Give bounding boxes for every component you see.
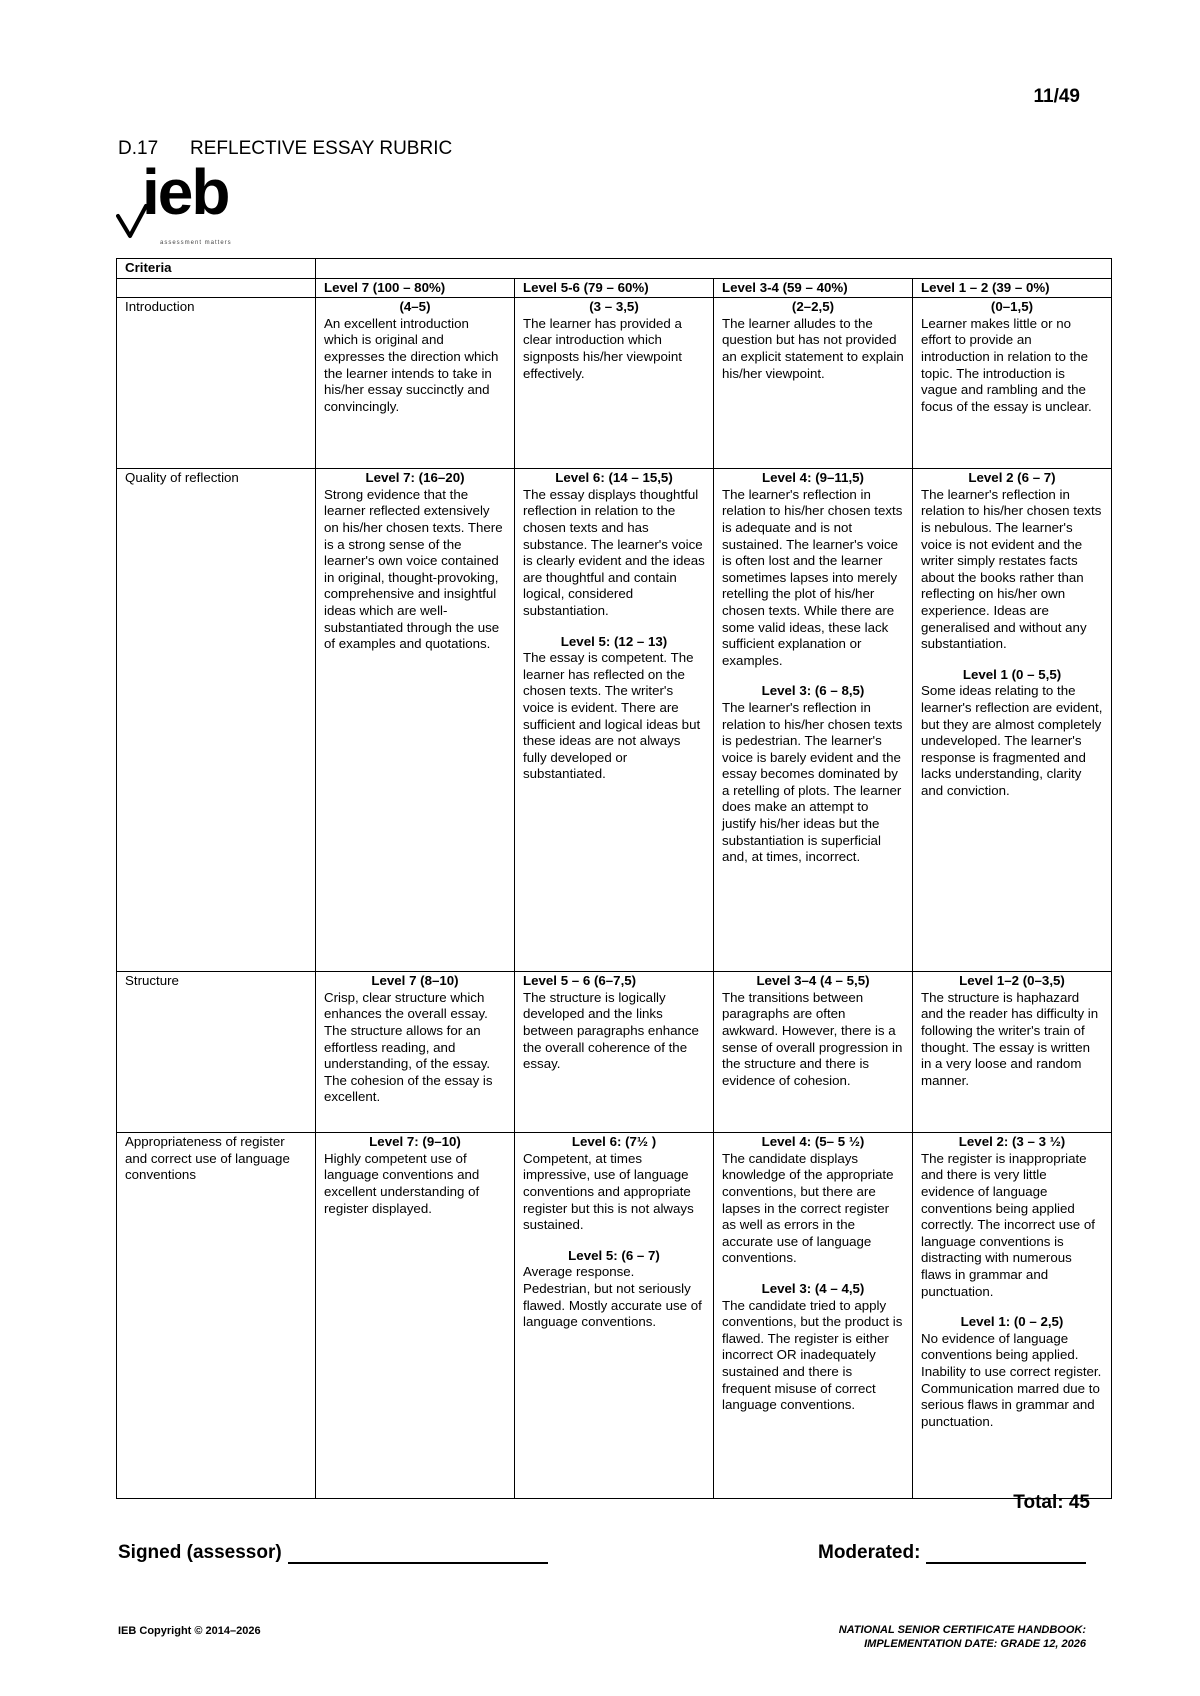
page-number: 11/49 [1033,86,1080,107]
descriptor: An excellent introduction which is original and expresses the direction which the learner intends to take in his/her essay succinctly and convincingly. [324,315,499,414]
descriptor: Learner makes little or no effort to provide an introduction in relation to the topic. The introduction is vague and rambling and the focus of the essay is unclear. [921,315,1092,414]
copyright-footer: IEB Copyright © 2014–2026 [118,1625,261,1637]
level-range: (4–5) [399,299,431,315]
descriptor: The candidate tried to apply conventions, but the product is flawed. The register is either incorrect OR inadequately sustained and there is frequent misuse of correct language conventions. [722,1297,903,1413]
level-range: Level 1 (0 – 5,5) [962,666,1062,682]
level-range: Level 3–4 (4 – 5,5) [756,973,870,989]
descriptor: Some ideas relating to the learner's reflection are evident, but they are almost completely undeveloped. The learner's response is fragmented and lacks understanding, clarity and conviction. [921,683,1103,798]
level-range: Level 5 – 6 (6–7,5) [523,973,637,989]
table-row-structure [117,972,1112,1133]
criterion-label: Appropriateness of register and correct use of language conventions [117,1133,316,1499]
descriptor: The learner's reflection in relation to his/her chosen texts is nebulous. The learner's voice is not evident and the writer simply restates facts about the books rather than reflecting on his/her own experience. Ideas are generalised and without any substantiation. [921,486,1102,652]
checkmark-icon [116,202,156,242]
rubric-cell [913,298,1112,469]
blank-header-cell [316,259,1112,279]
blank-criteria-cell [117,278,316,298]
criterion-label: Structure [117,972,316,1133]
signed-label: Signed (assessor) [118,1542,282,1563]
descriptor: The essay is competent. The learner has reflected on the chosen texts. The writer's voice is evident. There are sufficient and logical ideas but these ideas are not always fully developed or substantiated. [523,650,701,782]
level-range: Level 3: (6 – 8,5) [761,683,865,699]
level-range: Level 7: (16–20) [365,470,465,486]
logo-lettering: ieb [142,156,229,228]
signature-line[interactable] [288,1542,548,1564]
section-title: REFLECTIVE ESSAY RUBRIC [190,138,453,159]
level-range: Level 5: (6 – 7) [568,1247,660,1263]
level-range: (3 – 3,5) [589,299,639,315]
level-range: Level 2: (3 – 3 ½) [958,1134,1066,1150]
level-range: Level 7 (8–10) [371,973,459,989]
descriptor: Crisp, clear structure which enhances the overall essay. The structure allows for an effortless reading, and understanding, of the essay. The cohesion of the essay is excellent. [324,989,493,1105]
section-number: D.17 [118,138,159,159]
level-range: (2–2,5) [791,299,835,315]
rubric-cell [515,469,714,972]
descriptor: Average response. Pedestrian, but not seriously flawed. Mostly accurate use of language conventions. [523,1264,702,1330]
handbook-line: NATIONAL SENIOR CERTIFICATE HANDBOOK: [838,1624,1086,1636]
descriptor: Strong evidence that the learner reflected extensively on his/her chosen texts. There is a strong sense of the learner's own voice contained in original, thought-provoking, comprehensive and insightful ideas which are well-substantiated through the use of examples and quotations. [324,486,503,652]
descriptor: Competent, at times impressive, use of language conventions and appropriate register but this is not always sustained. [523,1150,694,1233]
criteria-header: Criteria [117,259,316,279]
levels-header-row [117,278,1112,298]
moderated-line[interactable] [926,1542,1086,1564]
logo-tagline: assessment matters [160,240,232,246]
level-range: Level 4: (9–11,5) [761,470,864,486]
rubric-cell [316,1133,515,1499]
rubric-cell [515,298,714,469]
descriptor: The learner alludes to the question but has not provided an explicit statement to explain his/her viewpoint. [722,315,904,381]
table-row-appropriateness [117,1133,1112,1499]
level-range: Level 6: (14 – 15,5) [555,470,673,486]
descriptor: The register is inappropriate and there is very little evidence of language conventions being applied correctly. The incorrect use of language conventions is distracting with numerous flaws in grammar and punctuation. [921,1150,1095,1299]
descriptor: The candidate displays knowledge of the appropriate conventions, but there are lapses in the correct register as well as errors in the accurate use of language conventions. [722,1150,894,1266]
descriptor: The learner has provided a clear introduction which signposts his/her viewpoint effectively. [523,315,682,381]
descriptor: No evidence of language conventions being applied. Inability to use correct register. Communication marred due to serious flaws in grammar and punctuation. [921,1330,1102,1429]
descriptor: The learner's reflection in relation to his/her chosen texts is pedestrian. The learner's voice is barely evident and the essay becomes dominated by a retelling of plots. The learner does make an attempt to justify his/her ideas but the substantiation is superficial and, at times, incorrect. [722,699,903,865]
level-header: Level 5-6 (79 – 60%) [515,278,714,298]
level-range: Level 1: (0 – 2,5) [960,1314,1064,1330]
level-header: Level 3-4 (59 – 40%) [714,278,913,298]
rubric-cell [316,469,515,972]
moderated-label: Moderated: [818,1542,921,1563]
level-header: Level 1 – 2 (39 – 0%) [913,278,1112,298]
total-score: Total: 45 [1013,1492,1090,1513]
level-range: Level 5: (12 – 13) [560,633,668,649]
rubric-table [116,258,1112,1499]
moderated [818,1542,1086,1564]
level-range: Level 1–2 (0–3,5) [959,973,1065,989]
rubric-cell [316,298,515,469]
descriptor: Highly competent use of language conventions and excellent understanding of register displayed. [324,1150,480,1216]
rubric-cell [714,298,913,469]
rubric-cell [714,1133,913,1499]
signed-assessor [118,1542,548,1564]
criteria-header-row [117,259,1112,279]
level-range: Level 4: (5– 5 ½) [761,1134,865,1150]
level-range: Level 2 (6 – 7) [968,470,1056,486]
level-range: (0–1,5) [990,299,1034,315]
criterion-label: Introduction [117,298,316,469]
handbook-footer [700,1623,1086,1651]
descriptor: The learner's reflection in relation to his/her chosen texts is adequate and is not sustained. The learner's voice is often lost and the learner sometimes lapses into merely retelling the plot of his/her chosen texts. While there are some valid ideas, these lack sufficient explanation or examples. [722,486,903,668]
rubric-cell [913,972,1112,1133]
level-range: Level 6: (7½ ) [571,1134,657,1150]
descriptor: The essay displays thoughtful reflection in relation to the chosen texts and has substance. The learner's voice is clearly evident and the ideas are thoughtful and contain logical, considered substantiation. [523,486,705,618]
level-range: Level 7: (9–10) [369,1134,461,1150]
descriptor: The structure is logically developed and the links between paragraphs enhance the overall coherence of the essay. [523,989,699,1072]
descriptor: The transitions between paragraphs are often awkward. However, there is a sense of overall progression in the structure and there is evidence of cohesion. [722,989,903,1088]
rubric-cell [913,1133,1112,1499]
table-row-introduction [117,298,1112,469]
rubric-cell [714,469,913,972]
rubric-cell [913,469,1112,972]
table-row-quality-of-reflection [117,469,1112,972]
rubric-cell [515,1133,714,1499]
implementation-line: IMPLEMENTATION DATE: GRADE 12, 2026 [864,1638,1086,1650]
criterion-label: Quality of reflection [117,469,316,972]
descriptor: The structure is haphazard and the reader has difficulty in following the writer's train of thought. The essay is written in a very loose and random manner. [921,989,1099,1088]
rubric-cell [316,972,515,1133]
rubric-cell [515,972,714,1133]
level-range: Level 3: (4 – 4,5) [761,1280,865,1296]
ieb-logo [116,156,256,260]
level-header: Level 7 (100 – 80%) [316,278,515,298]
rubric-cell [714,972,913,1133]
